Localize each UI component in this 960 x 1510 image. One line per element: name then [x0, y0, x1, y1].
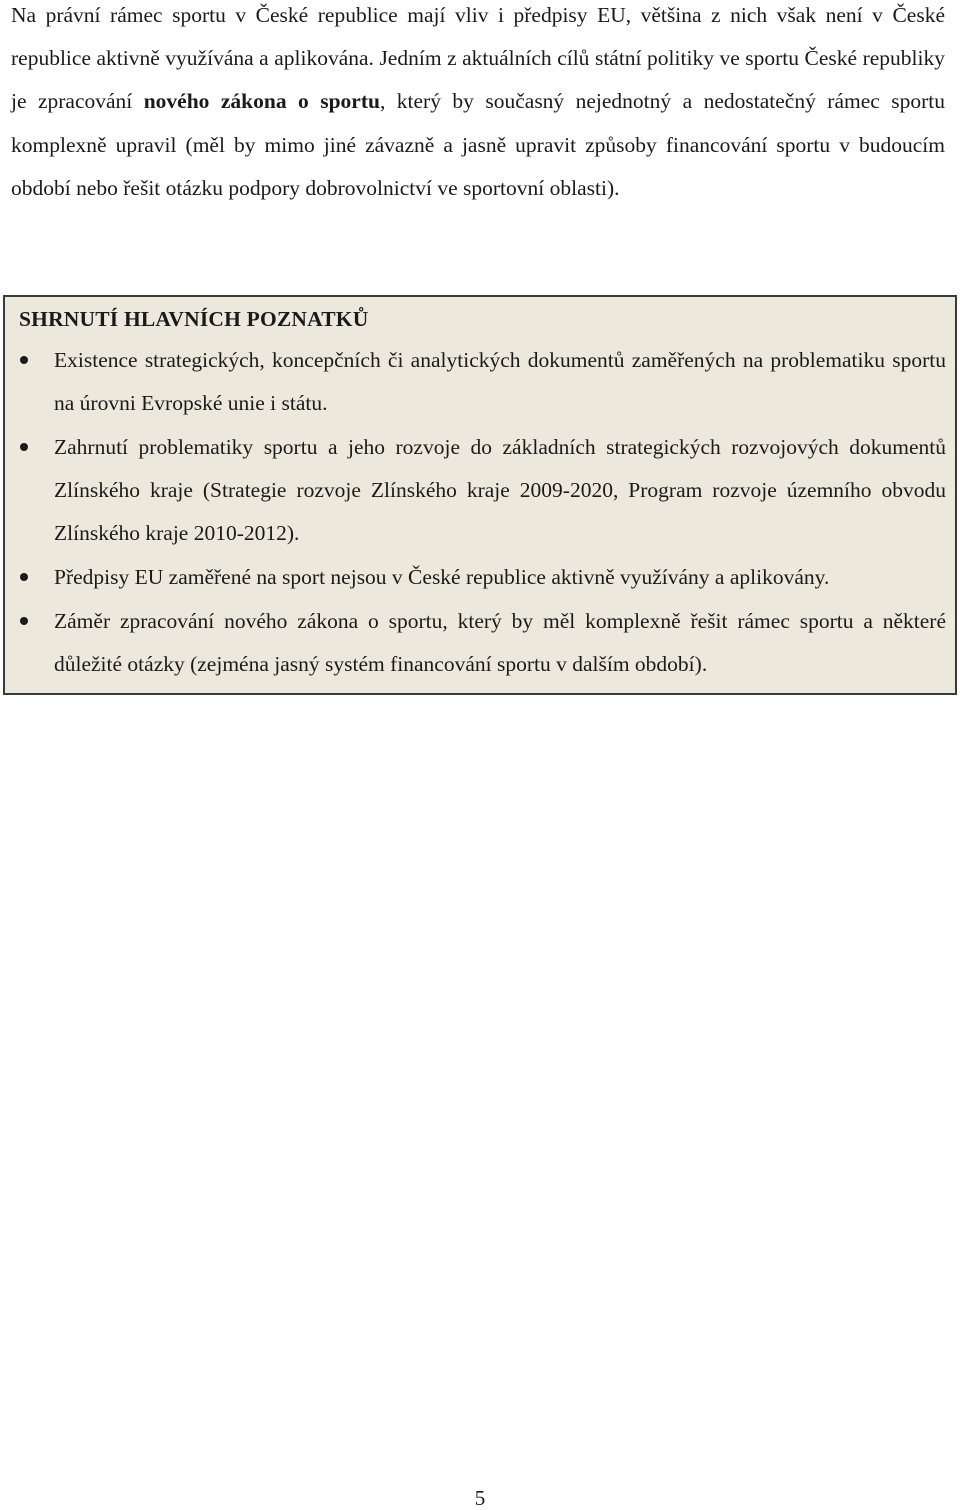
summary-title: SHRNUTÍ HLAVNÍCH POZNATKŮ — [19, 307, 369, 331]
list-item-text: Zahrnutí problematiky sportu a jeho rozvoje do základních strategických rozvojových dokumentů Zlínského kraje (Strategie rozvoje Zlínského kraje 2009-2020, Program rozvoje územního obvodu Zlínského kraje 2010-2012). — [54, 435, 946, 545]
list-item — [5, 339, 955, 425]
page-number: 5 — [474, 1486, 486, 1510]
bullet-icon — [20, 617, 28, 625]
list-item — [5, 556, 955, 599]
bullet-icon — [20, 356, 28, 364]
list-item — [5, 600, 955, 686]
intro-text-start: Na právní rámec sportu v České republice mají vliv i předpisy EU, většina z nich však není v České republice aktivně využívána a aplikována. Jedním z aktuálních cílů státní politiky ve sportu České republiky je zpracování — [11, 3, 945, 114]
bullet-icon — [20, 573, 28, 581]
bullet-icon — [20, 443, 28, 451]
summary-box — [3, 295, 957, 695]
list-item-text: Předpisy EU zaměřené na sport nejsou v České republice aktivně využívány a aplikovány. — [54, 565, 830, 589]
list-item-text: Záměr zpracování nového zákona o sportu, který by měl komplexně řešit rámec sportu a některé důležité otázky (zejména jasný systém financování sportu v dalším období). — [54, 609, 946, 676]
intro-paragraph — [11, 0, 945, 210]
list-item-text: Existence strategických, koncepčních či analytických dokumentů zaměřených na problematiku sportu na úrovni Evropské unie i státu. — [54, 348, 946, 415]
summary-list — [5, 339, 955, 687]
intro-bold-phrase: nového zákona o sportu — [143, 89, 380, 114]
list-item — [5, 426, 955, 555]
intro-text-end: , který by současný nejednotný a nedostatečný rámec sportu komplexně upravil (měl by mimo jiné závazně a jasně upravit způsoby financování sportu v budoucím období nebo řešit otázku podpory dobrovolnictví ve sportovní oblasti). — [11, 89, 945, 200]
